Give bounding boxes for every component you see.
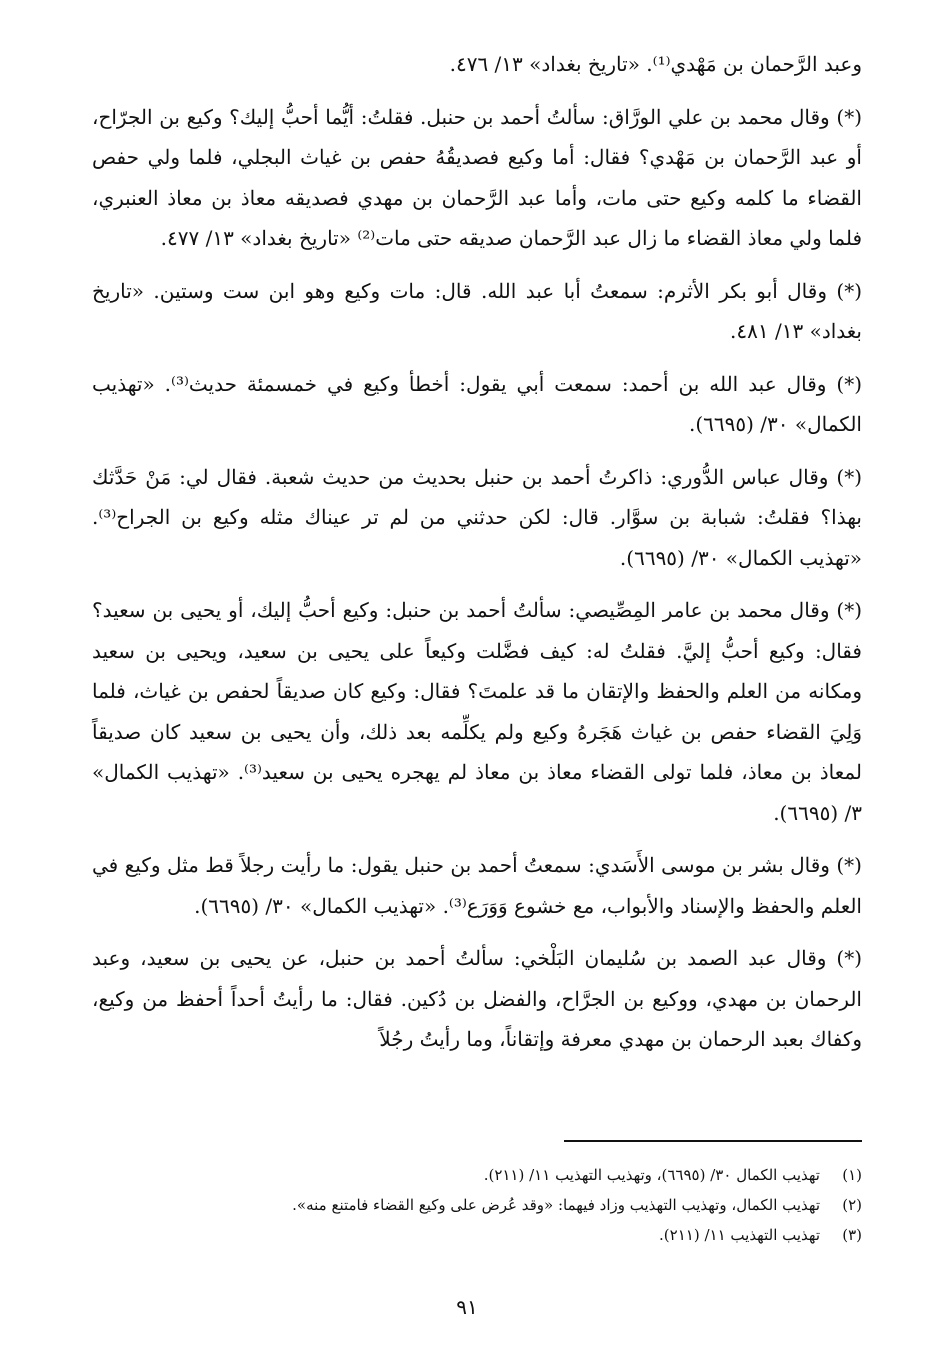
footnote-number: (٢)	[842, 1196, 862, 1214]
paragraph-2: (*) وقال محمد بن علي الورَّاق: سألتُ أحمد بن حنبل. فقلتُ: أيُّما أحبُّ إليك؟ وكيع بن الجرّاح، أو عبد الرَّحمان بن مَهْدي؟ فقال: أما وكيع فصديقُهُ حفص بن غياث البجلي، فلما ولي حفص القضاء ما كلمه وكيع حتى مات، وأما عبد الرَّحمان بن مهدي فصديقه معاذ بن معاذ العنبري، فلما ولي معاذ القضاء ما زال عبد الرَّحمان صديقه حتى مات⁽²⁾ «تاريخ بغداد» ١٣/ ٤٧٧.	[92, 104, 862, 250]
paragraph-5: (*) وقال عباس الدُّوري: ذاكرتُ أحمد بن حنبل بحديث من حديث شعبة. فقال لي: مَنْ حَدَّثك بهذا؟ فقلتُ: شبابة بن سوَّار. قال: لكن حدثني من لم تر عيناك مثله وكيع بن الجراح⁽³⁾. «تهذيب الكمال» ٣٠/ (٦٦٩٥).	[92, 464, 862, 570]
paragraph-7: (*) وقال بشر بن موسى الأَسَدي: سمعتُ أحمد بن حنبل يقول: ما رأيت رجلاً قط مثل وكيع في العلم والحفظ والإسناد والأبواب، مع خشوع وَوَرَع⁽³⁾. «تهذيب الكمال» ٣٠/ (٦٦٩٥).	[92, 853, 862, 918]
main-text	[92, 44, 862, 1072]
footnotes	[92, 1160, 862, 1250]
footnote-3	[92, 1220, 862, 1250]
page-number: ٩١	[456, 1295, 478, 1319]
footnote-2	[92, 1190, 862, 1220]
footnote-text: تهذيب الكمال، وتهذيب التهذيب وزاد فيهما: «وقد عُرض على وكيع القضاء فامتنع منه».	[292, 1196, 820, 1214]
paragraph-6: (*) وقال محمد بن عامر المِصِّيصي: سألتُ أحمد بن حنبل: وكيع أحبُّ إليك، أو يحيى بن سعيد؟ فقال: وكيع أحبُّ إليَّ. فقلتُ له: كيف فضَّلت وكيعاً على يحيى بن سعيد، ويحيى بن سعيد ومكانه من العلم والحفظ والإتقان ما قد علمتَ؟ فقال: وكيع كان صديقاً لحفص بن غياث، فلما وَلِيَ القضاء حفص بن غياث هَجَرهُ وكيع ولم يكلِّمه بعد ذلك، وأن يحيى بن سعيد كان صديقاً لمعاذ بن معاذ، فلما تولى القضاء معاذ بن معاذ لم يهجره يحيى بن سعيد⁽³⁾. «تهذيب الكمال» ٣/ (٦٦٩٥).	[92, 598, 862, 825]
paragraph-3: (*) وقال أبو بكر الأثرم: سمعتُ أبا عبد الله. قال: مات وكيع وهو ابن ست وستين. «تاريخ بغداد» ١٣/ ٤٨١.	[92, 278, 862, 343]
footnote-divider	[564, 1140, 862, 1142]
footnote-1	[92, 1160, 862, 1190]
paragraph-4: (*) وقال عبد الله بن أحمد: سمعت أبي يقول: أخطأ وكيع في خمسمئة حديث⁽³⁾. «تهذيب الكمال» ٣٠/ (٦٦٩٥).	[92, 371, 863, 436]
footnote-text: تهذيب الكمال ٣٠/ (٦٦٩٥)، وتهذيب التهذيب ١١/ (٢١١).	[483, 1166, 820, 1184]
footnote-number: (٣)	[842, 1226, 862, 1244]
footnote-number: (١)	[842, 1166, 862, 1184]
footnote-text: تهذيب التهذيب ١١/ (٢١١).	[659, 1226, 820, 1244]
paragraph-1: وعبد الرَّحمان بن مَهْدي⁽¹⁾. «تاريخ بغداد» ١٣/ ٤٧٦.	[449, 52, 862, 76]
paragraph-8: (*) وقال عبد الصمد بن سُليمان البَلْخي: سألتُ أحمد بن حنبل، عن يحيى بن سعيد، وعبد الرحمان بن مهدي، ووكيع بن الجرَّاح، والفضل بن دُكين. فقال: ما رأيتُ أحداً أحفظ من وكيع، وكفاك بعبد الرحمان بن مهدي معرفة وإتقاناً، وما رأيتُ رجُلاً	[92, 946, 862, 1051]
